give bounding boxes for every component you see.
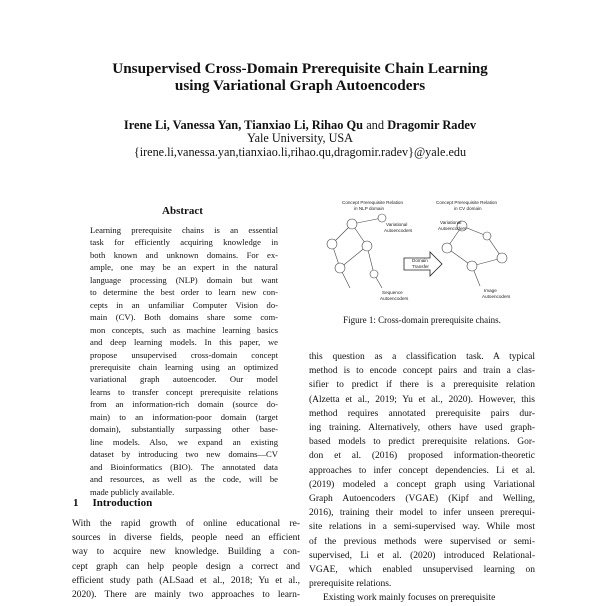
abstract-line: line models. Also, we expand an existing	[90, 436, 278, 447]
graph-node	[335, 263, 345, 273]
authors-main: Irene Li, Vanessa Yan, Tianxiao Li, Rihao Qu	[123, 118, 364, 132]
abstract-line: main) to an information-poor domain (target	[90, 411, 278, 422]
left-title-line-2: in NLP domain	[354, 206, 385, 211]
intro-line: VGAE, which enabled unsupervised learning on	[309, 565, 535, 576]
graph-node	[497, 253, 507, 263]
intro-line: cept graph can help people design a correct and	[72, 561, 300, 572]
abstract-body	[90, 224, 278, 498]
intro-line: (2019) modeled a concept graph using Variational	[309, 479, 535, 490]
intro-line: approaches to infer concept dependencies. Li et al.	[309, 465, 535, 476]
left-bottom-line-1: Sequence	[382, 290, 403, 295]
graph-node	[347, 219, 357, 229]
section-number: 1	[73, 497, 79, 509]
title-line-1: Unsupervised Cross-Domain Prerequisite Chain Learning	[112, 60, 488, 77]
abstract-line: domain), substantially surpassing other base-	[90, 424, 278, 435]
intro-line: prerequisite relations.	[309, 579, 392, 590]
abstract-line: language processing (NLP) domain but want	[90, 274, 278, 285]
paper-title	[60, 60, 540, 94]
intro-line: supervised, Li et al. (2020) introduced Relational-	[309, 550, 535, 561]
intro-right-column	[309, 350, 535, 606]
right-title-line-1: Concept Prerequisite Relation	[436, 200, 498, 205]
author-emails: {irene.li,vanessa.yan,tianxiao.li,rihao.qu,dragomir.radev}@yale.edu	[133, 145, 467, 159]
intro-line: 2020). There are mainly two approaches to learn-	[72, 590, 300, 601]
intro-line: method is to encode concept pairs and train a clas-	[309, 366, 535, 377]
abstract-line: Learning prerequisite chains is an essential	[90, 225, 278, 235]
intro-line: sifier to predict if there is a prerequisite relation	[309, 380, 535, 391]
abstract-line: and resources, as well as the code, will be	[90, 474, 278, 485]
intro-line: Existing work mainly focuses on prerequisite	[323, 593, 496, 604]
intro-line: 2016), training their model to infer unseen prerequi-	[309, 508, 535, 519]
right-title-line-2: in CV domain	[454, 206, 482, 211]
graph-node	[370, 270, 378, 278]
intro-line: sources in diverse fields, people need an efficient	[72, 533, 300, 544]
intro-line: With the rapid growth of online educational re-	[72, 519, 300, 529]
right-note-line-1: Variational	[440, 220, 462, 225]
graph-node	[362, 241, 372, 251]
abstract-line: made publicly available.	[90, 486, 175, 497]
figure-1-caption: Figure 1: Cross-domain prerequisite chains.	[343, 315, 501, 325]
graph-node	[467, 261, 477, 271]
graph-node	[483, 232, 491, 240]
intro-line: method requires annotated prerequisite pairs dur-	[309, 408, 535, 419]
intro-line: Graph Autoencoders (VGAE) (Kipf and Welling,	[309, 494, 535, 505]
authors-and: and	[366, 118, 385, 132]
intro-line: of the previous methods were supervised or semi-	[309, 536, 535, 547]
left-title-line-1: Concept Prerequisite Relation	[342, 200, 404, 205]
intro-line: don et al. (2016) proposed information-theoretic	[309, 451, 535, 462]
figure-1-diagram	[312, 196, 536, 308]
graph-node	[442, 243, 452, 253]
left-note-line-1: Variational	[386, 222, 408, 227]
abstract-line: and Bioinformatics (BIO). The annotated data	[90, 461, 278, 472]
right-bottom-line-1: Image	[484, 288, 497, 293]
left-note-line-2: Autoencoders	[384, 228, 413, 233]
intro-line: this question as a classification task. A typical	[309, 352, 535, 362]
intro-line: ing training. Alternatively, others have used graph-	[309, 423, 535, 434]
abstract-line: and deep learning models. In this paper, we	[90, 337, 278, 348]
abstract-line: to determine the best order to learn new con-	[90, 287, 278, 298]
intro-line: way to acquire new knowledge. Building a con-	[72, 547, 300, 558]
intro-line: (Alzetta et al., 2019; Yu et al., 2020). However, this	[309, 394, 535, 405]
abstract-line: both known and unknown domains. For ex-	[90, 249, 278, 260]
abstract-line: ample, one may be an expert in the natural	[90, 262, 278, 273]
title-line-2: using Variational Graph Autoencoders	[174, 77, 426, 94]
right-bottom-line-2: Autoencoders	[482, 294, 511, 299]
section-title: Introduction	[92, 497, 153, 509]
abstract-line: from an information-rich domain (source do-	[90, 399, 278, 410]
abstract-line: learns to transfer concept prerequisite relations	[90, 386, 278, 397]
intro-line: efficient study path (ALSaad et al., 2018; Yu et al.,	[72, 575, 300, 586]
arrow-label-2: Transfer	[412, 264, 429, 269]
intro-line: based models to predict prerequisite relations. Gor-	[309, 437, 535, 448]
intro-line: site relations in a semi-supervised way. While most	[309, 522, 535, 533]
abstract-line: variational graph autoencoder. Our model	[90, 374, 278, 385]
abstract-line: propose unsupervised cross-domain concept	[90, 349, 278, 360]
authors-last: Dragomir Radev	[387, 118, 477, 132]
abstract-line: cepts in an unfamiliar Computer Vision do-	[90, 299, 278, 310]
arrow-label-1: Domain	[412, 258, 428, 263]
section-heading-introduction	[73, 497, 166, 509]
abstract-line: prerequisite chain learning using an optimized	[90, 361, 278, 372]
graph-node	[378, 214, 386, 222]
intro-left-column	[72, 517, 300, 602]
abstract-line: mon concepts, such as machine learning basics	[90, 324, 278, 335]
abstract-heading: Abstract	[162, 205, 203, 217]
abstract-line: dataset by introducing two new domains—CV	[90, 449, 278, 460]
graph-node	[327, 239, 337, 249]
abstract-line: main (CV). Both domains share some com-	[90, 312, 278, 323]
abstract-line: task for efficiently acquiring knowledge in	[90, 237, 278, 248]
left-bottom-line-2: Autoencoders	[380, 296, 409, 301]
affiliation: Yale University, USA	[247, 131, 353, 145]
right-note-line-2: Autoencoders	[438, 226, 467, 231]
